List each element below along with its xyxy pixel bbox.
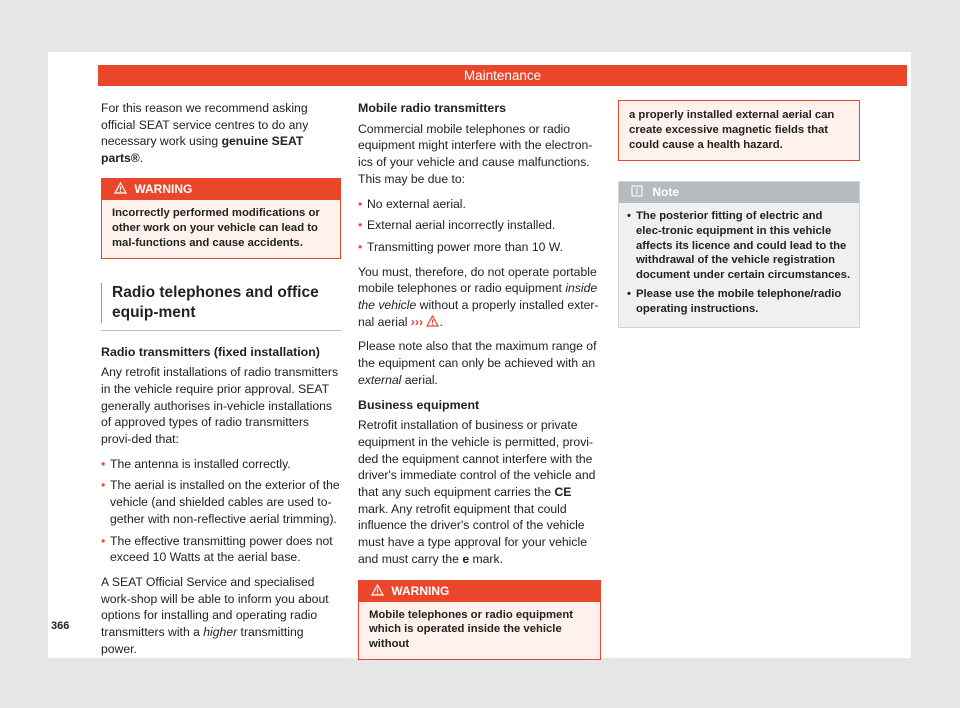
- note-body: [619, 203, 859, 327]
- list-item: • No external aerial.: [358, 196, 601, 213]
- subheading-business-equipment: Business equipment: [358, 397, 480, 412]
- warning-triangle-icon: [426, 315, 439, 327]
- paragraph: You must, therefore, do not operate portable mobile telephones or radio equipment inside the vehicle without a properly installed exter-nal aerial ››› .: [358, 264, 599, 329]
- warning-text: Incorrectly performed modifications or other work on your vehicle can lead to mal-functions and cause accidents.: [102, 200, 340, 258]
- list-item: • The effective transmitting power does not exceed 10 Watts at the aerial base.: [101, 533, 341, 566]
- paragraph: A SEAT Official Service and specialised work-shop will be able to inform you about options for installing and operating radio transmitters with a higher transmitting power.: [101, 574, 329, 656]
- list-item: • The antenna is installed correctly.: [101, 456, 341, 473]
- subheading-radio-transmitters: Radio transmitters (fixed installation): [101, 344, 320, 359]
- warning-continuation: a properly installed external aerial can create excessive magnetic fields that could cause a health hazard.: [618, 100, 860, 161]
- paragraph: Retrofit installation of business or private equipment in the vehicle is permitted, provi-ded the equipment cannot interfere with the driver's immediate control of the vehicle and that any such equipment carries the CE mark. Any retrofit equipment that could influence the driver's control of the vehicle must have a type approval for your vehicle and must carry the e mark.: [358, 418, 596, 566]
- column-1: [101, 100, 341, 665]
- manual-page: [48, 52, 911, 658]
- info-icon: [631, 185, 643, 197]
- page-number: 366: [51, 620, 70, 632]
- warning-box-1: [101, 178, 341, 259]
- list-item: • The aerial is installed on the exterior of the vehicle (and shielded cables are used to-gether with non-reflective aerial trimming).: [101, 477, 341, 527]
- list-item: • External aerial incorrectly installed.: [358, 217, 601, 234]
- section-divider: [101, 330, 341, 331]
- list-item: • Transmitting power more than 10 W.: [358, 239, 601, 256]
- warning-box-2: [358, 580, 601, 661]
- section-heading: [101, 283, 341, 331]
- ce-mark: CE: [554, 485, 572, 500]
- warning-header: WARNING: [359, 581, 600, 602]
- paragraph: Any retrofit installations of radio transmitters in the vehicle require prior approval. SEAT generally authorises in-vehicle installations of approved types of radio transmitters provi-ded that:: [101, 365, 339, 447]
- warning-triangle-icon: [371, 584, 384, 596]
- e-mark: e: [462, 551, 470, 566]
- warning-text: Mobile telephones or radio equipment which is operated inside the vehicle without: [359, 602, 600, 660]
- note-header: Note: [619, 182, 859, 203]
- paragraph: Please note also that the maximum range of the equipment can only be achieved with an external aerial.: [358, 339, 597, 387]
- section-title: Radio telephones and office equip-ment: [101, 283, 341, 323]
- note-item: • Please use the mobile telephone/radio operating instructions.: [627, 287, 851, 317]
- warning-header: WARNING: [102, 179, 340, 200]
- note-box: [618, 181, 860, 328]
- column-2: [358, 100, 601, 660]
- cross-reference-arrow[interactable]: ›››: [410, 314, 424, 329]
- warning-triangle-icon: [114, 182, 127, 194]
- subheading-mobile-radio: Mobile radio transmitters: [358, 101, 507, 115]
- page-header: Maintenance: [98, 65, 907, 86]
- column-3: [618, 100, 860, 328]
- intro-paragraph: For this reason we recommend asking official SEAT service centres to do any necessary work using genuine SEAT parts®.: [101, 101, 309, 166]
- paragraph: Commercial mobile telephones or radio equipment might interfere with the electron-ics of your vehicle and cause malfunctions. This may be due to:: [358, 121, 593, 186]
- note-item: • The posterior fitting of electric and elec-tronic equipment in this vehicle affects its licence and could lead to the withdrawal of the vehicle registration document under certain circumstances.: [627, 209, 851, 284]
